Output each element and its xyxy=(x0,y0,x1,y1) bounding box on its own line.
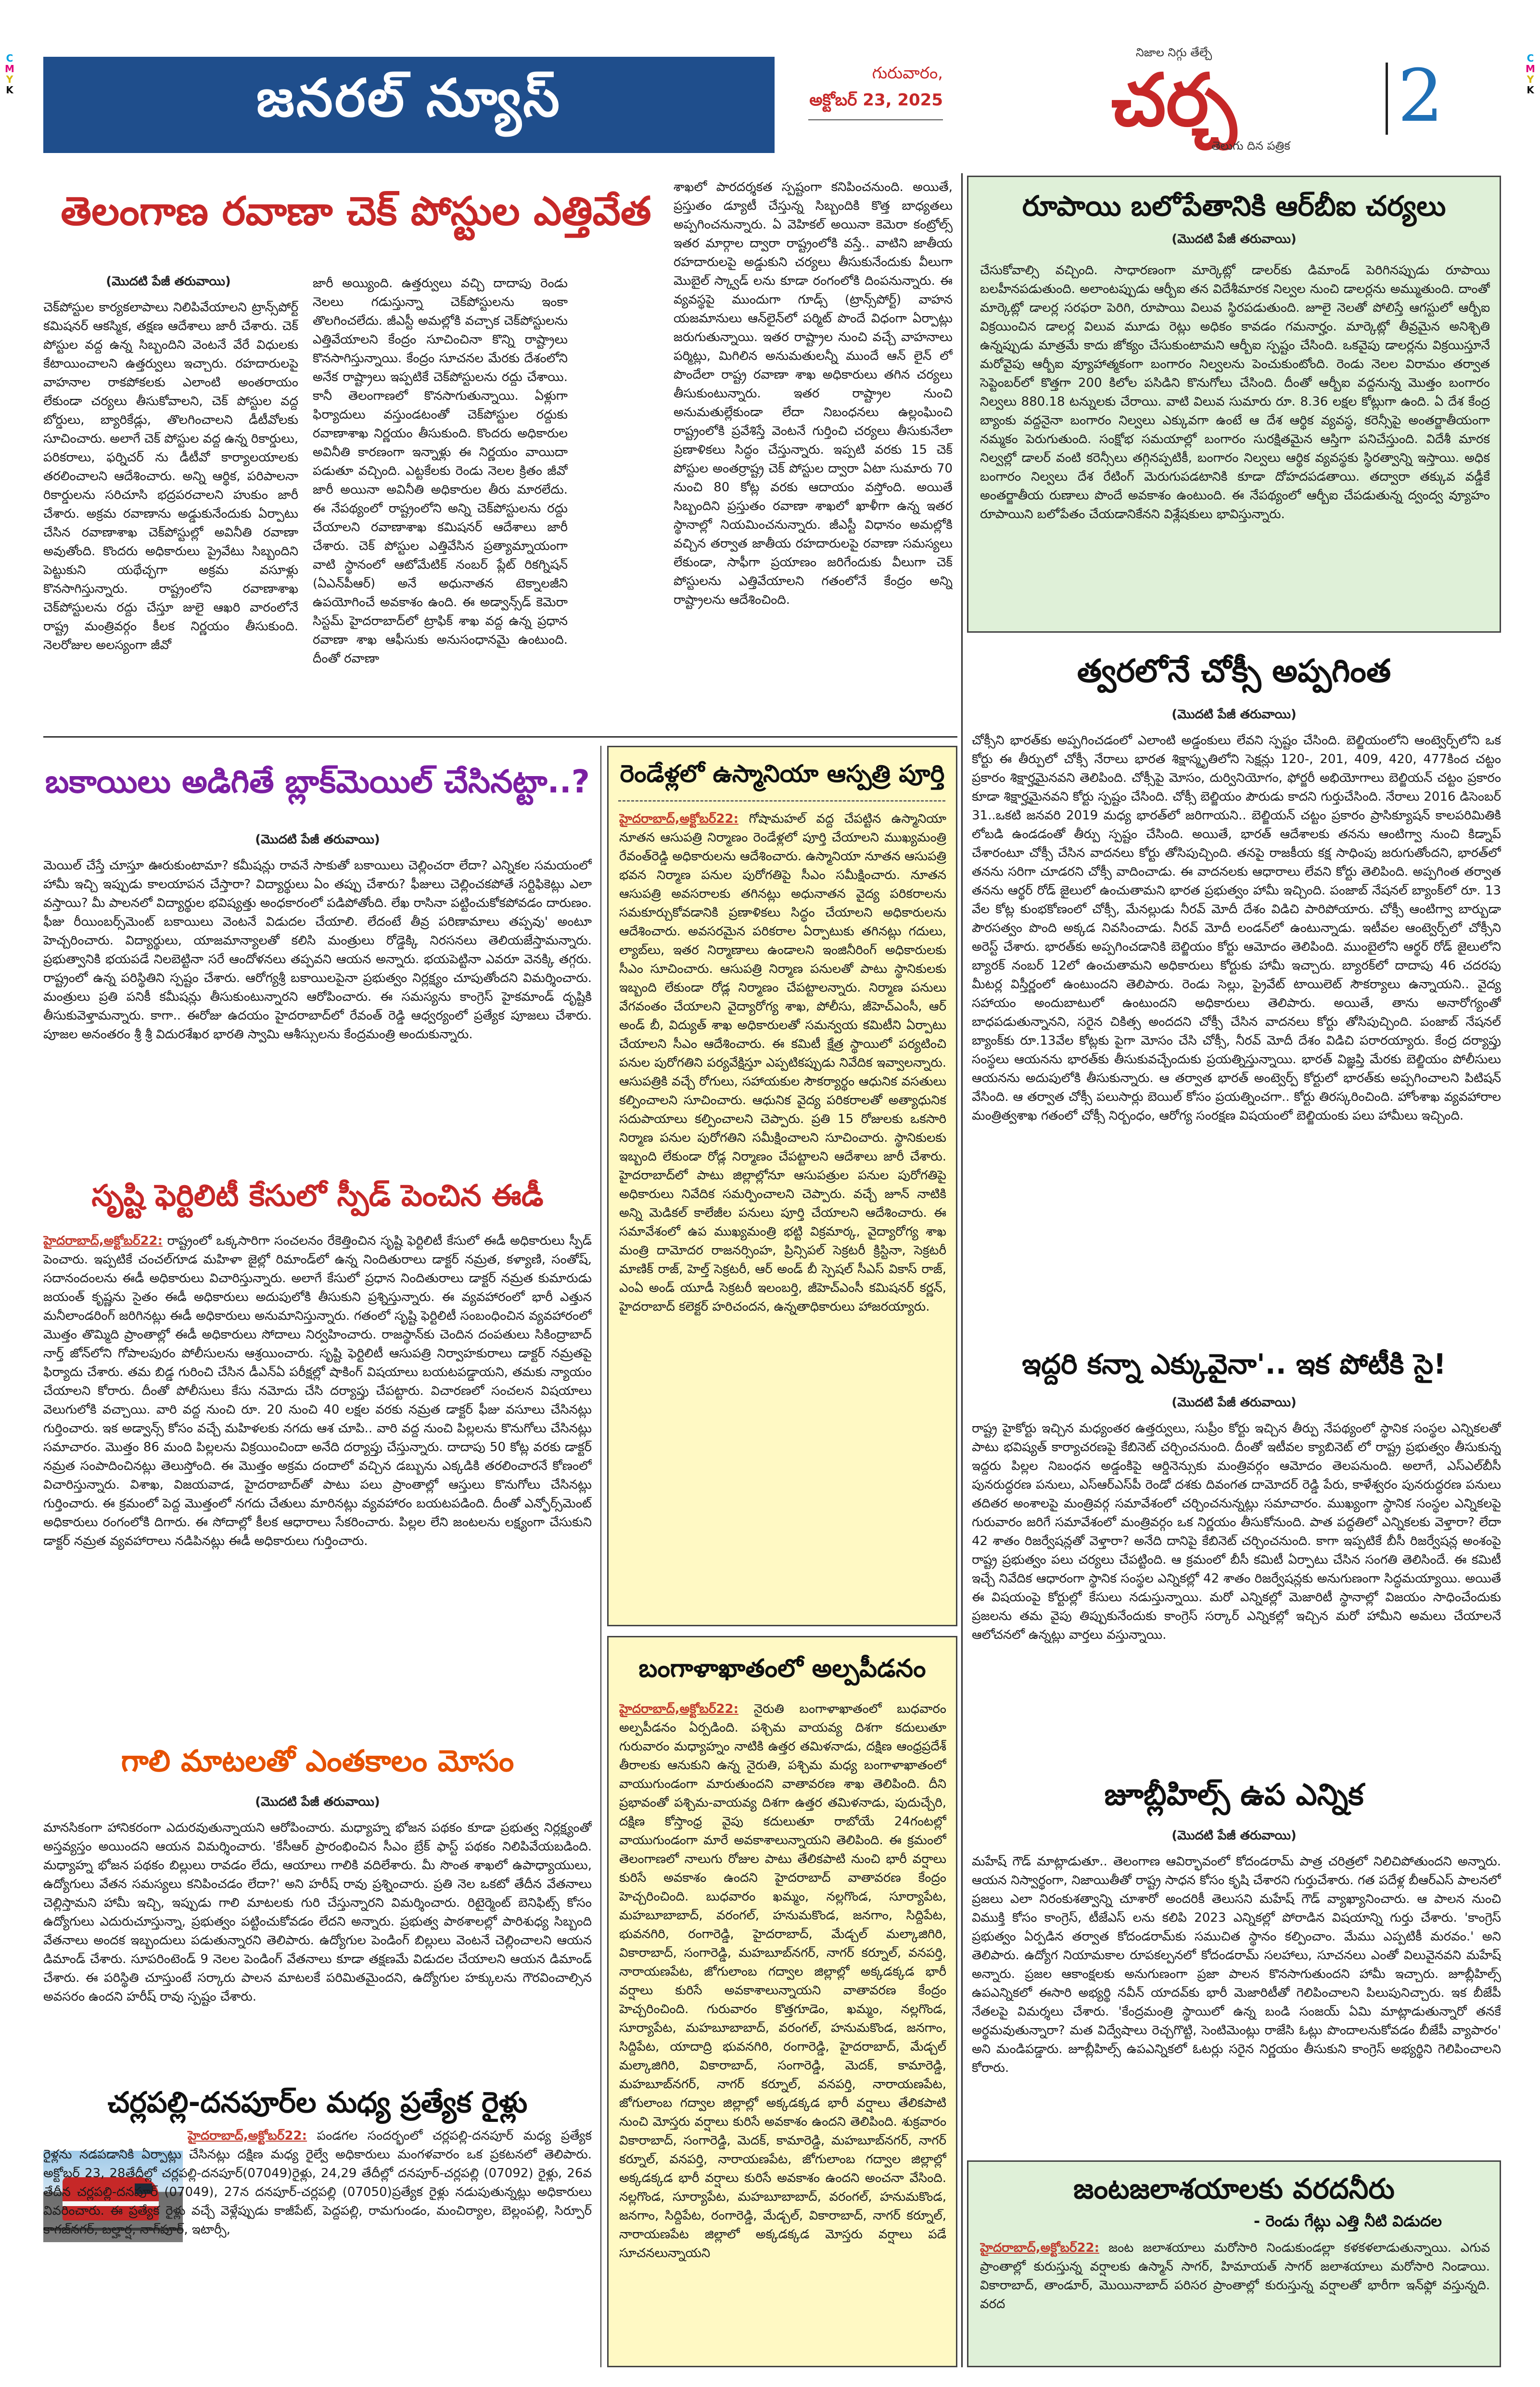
dateline: హైదరాబాద్,అక్టోబర్22: xyxy=(188,2129,307,2143)
column-rule-main xyxy=(961,173,963,2367)
headline-special-trains: చర్లపల్లి-దనపూర్‌ల మధ్య ప్రత్యేక రైళ్లు xyxy=(107,2086,528,2119)
cmyk-c: C xyxy=(1527,52,1534,64)
headline-gaali-maatalu: గాలి మాటలతో ఎంతకాలం మోసం xyxy=(121,1743,514,1778)
article-trains-text xyxy=(43,2127,592,2367)
article-check-posts-col2: జారీ అయ్యింది. ఉత్తర్వులు వచ్చి దాదాపు రెండు నెలలు గడుస్తున్నా చెక్‌పోస్టులను ఇంకా తొలగించలేదు. జీఎస్టీ అమల్లోకి వచ్చాక చెక్‌పోస్టులను ఎత్తివేయాలని కేంద్రం సూచించినా కొన్ని రాష్ట్రాలు కొనసాగిస్తున్నాయి. కేంద్రం సూచనల మేరకు దేశంలోని అనేక రాష్ట్రాలు ఇప్పటికే చెక్‌పోస్టులను రద్దు చేశాయి. కానీ తెలంగాణలో కొనసాగుతున్నాయి. ఏళ్లుగా ఫిర్యాదులు వస్తుండటంతో చెక్‌పోస్టుల రద్దుకు రవాణాశాఖ నిర్ణయం తీసుకుంది. కొందరు అధికారుల అవినీతి కారణంగా ఇన్నాళ్లు ఈ నిర్ణయం వాయిదా పడుతూ వచ్చింది. ఎట్టకేలకు రెండు నెలల క్రితం జీవో జారీ అయినా అవినీతి అధికారుల తీరు మారలేదు. ఈ నేపథ్యంలో రాష్ట్రంలోని అన్ని చెక్‌పోస్టులను రద్దు చేయాలని రవాణాశాఖ కమిషనర్ ఆదేశాలు జారీ చేశారు. చెక్ పోస్టుల ఎత్తివేసిన ప్రత్యామ్నాయంగా వాటి స్థానంలో ఆటోమేటిక్ నంబర్ ప్లేట్ రికగ్నిషన్ (ఏఎన్‌పీఆర్) అనే అధునాతన టెక్నాలజీని ఉపయోగించే అవకాశం ఉంది. ఈ అడ్వాన్స్‌డ్ కెమెరా సిస్టమ్ హైదరాబాద్‌లో ట్రాఫిక్ శాఖ వద్ద ఉన్న ప్రధాన రవాణా శాఖ ఆఫీసుకు అనుసంధానమై ఉంటుంది. దీంతో రవాణా xyxy=(313,276,568,666)
date-box xyxy=(779,53,943,140)
headline-srushti-fertility: సృష్టి ఫెర్టిలిటీ కేసులో స్పీడ్ పెంచిన ఈడీ xyxy=(91,1178,544,1213)
cmyk-k: K xyxy=(6,84,13,96)
section-banner xyxy=(43,57,775,153)
masthead-logo xyxy=(967,46,1381,156)
article-gaali-text: మానసికంగా హానికరంగా ఎదురవుతున్నాయని ఆరోపించారు. మధ్యాహ్న భోజన పథకం కూడా ప్రభుత్వ నిర్లక్ష్యంతో అస్తవ్యస్తం అయిందని ఆయన విమర్శించారు. 'కేసీఆర్ ప్రారంభించిన సీఎం బ్రేక్ ఫాస్ట్ పథకం నిలిపివేయబడింది. మధ్యాహ్న భోజన పథకం బిల్లులు రావడం లేదు, ఆయాలు గాలికి వదిలేశారు. మీ సొంత శాఖలో ఉపాధ్యాయులు, ఉద్యోగులు వేతన సమస్యలు కనిపించడం లేదా?' అని హరీష్ రావు ప్రశ్నించారు. ప్రతి నెల ఒకటో తేదీన వేతనాలు చెల్లిస్తామని హామీ ఇచ్చి, ఇప్పుడు గాలి మాటలకు గురి చేస్తున్నారని విమర్శించారు. రిటైర్మెంట్ బెనిఫిట్స్ కోసం ఉద్యోగులు ఎదురుచూస్తున్నా, ప్రభుత్వం పట్టించుకోవడం లేదని అన్నారు. ప్రభుత్వ పాఠశాలల్లో పారిశుధ్య సిబ్బంది వేతనాలు అందక ఇబ్బందులు పడుతున్నారని తెలిపారు. ఉద్యోగుల పెండింగ్ బిల్లులు వెంటనే చెల్లించాలని ఆయన డిమాండ్ చేశారు. సూపరింటెండ్ 9 నెలల పెండింగ్ వేతనాలు కూడా తక్షణమే విడుదల చేయాలని ఆయన డిమాండ్ చేశారు. ఈ పరిస్థితి చూస్తుంటే సర్కారు పాలన మాటలకే పరిమితమైందని, ఉద్యోగుల హక్కులను గౌరవించాల్సిన అవసరం ఉందని హరీష్ రావు స్పష్టం చేశారు. xyxy=(43,1821,592,2004)
article-low-pressure-text xyxy=(619,1700,946,2361)
osmania-box xyxy=(607,746,957,1626)
cmyk-mark-left xyxy=(3,53,16,95)
headline-low-pressure: బంగాళాఖాతంలో అల్పపీడనం xyxy=(638,1654,926,1683)
article-low-pressure-body: నైరుతి బంగాళాఖాతంలో బుధవారం అల్పపీడనం ఏర్పడింది. పశ్చిమ వాయవ్య దిశగా కదులుతూ గురువారం మధ్యాహ్నం నాటికి ఉత్తర తమిళనాడు, దక్షిణ ఆంధ్రప్రదేశ్ తీరాలకు ఆనుకుని ఉన్న నైరుతి, పశ్చిమ మధ్య బంగాళాఖాతంలో వాయుగుండంగా మారుతుందని వాతావరణ శాఖ తెలిపింది. దీని ప్రభావంతో పశ్చిమ-వాయవ్య దిశగా ఉత్తర తమిళనాడు, పుదుచ్చేరి, దక్షిణ కోస్తాంధ్ర వైపు కదులుతూ రాబోయే 24గంటల్లో వాయుగుండంగా మారే అవకాశాలున్నాయని తెలిపింది. ఈ క్రమంలో తెలంగాణలో నాలుగు రోజుల పాటు తేలికపాటి నుంచి భారీ వర్షాలు కురిసే అవకాశం ఉందని హైదరాబాద్ వాతావరణ కేంద్రం హెచ్చరించింది. బుధవారం ఖమ్మం, నల్లగొండ, సూర్యాపేట, మహబూబాబాద్, వరంగల్, హనుమకొండ, జనగాం, సిద్దిపేట, భువనగిరి, రంగారెడ్డి, హైదరాబాద్, మేడ్చల్ మల్కాజిగిరి, వికారాబాద్, సంగారెడ్డి, మహబూబ్‌నగర్, నాగర్ కర్నూల్, వనపర్తి, నారాయణపేట, జోగులాంబ గద్వాల జిల్లాల్లో అక్కడక్కడ భారీ వర్షాలు కురిసే అవకాశాలున్నాయని వాతావరణ కేంద్రం హెచ్చరించింది. గురువారం కొత్తగూడెం, ఖమ్మం, నల్లగొండ, సూర్యాపేట, మహబూబాబాద్, వరంగల్, హనుమకొండ, జనగాం, సిద్దిపేట, యాదాద్రి భువనగిరి, రంగారెడ్డి, హైదరాబాద్, మేడ్చల్ మల్కాజిగిరి, వికారాబాద్, సంగారెడ్డి, మెదక్, కామారెడ్డి, మహబూబ్‌నగర్, నాగర్ కర్నూల్, వనపర్తి, నారాయణపేట, జోగులాంబ గద్వాల జిల్లాల్లో అక్కడక్కడ భారీ వర్షాలు తేలికపాటి నుంచి మోస్తరు వర్షాలు కురిసే అవకాశం ఉందని తెలిపింది. శుక్రవారం వికారాబాద్, సంగారెడ్డి, మెదక్, కామారెడ్డి, మహబూబ్‌నగర్, నాగర్ కర్నూల్, వనపర్తి, నారాయణపేట, జోగులాంబ గద్వాల జిల్లాల్లో అక్కడక్కడ భారీ వర్షాలు కురిసే అవకాశం ఉందని అంచనా వేసింది. నల్లగొండ, సూర్యాపేట, మహబూబాబాద్, వరంగల్, హనుమకొండ, జనగాం, సిద్దిపేట, రంగారెడ్డి, మేడ్చల్, వికారాబాద్, నాగర్ కర్నూల్, నారాయణపేట జిల్లాలో అక్కడక్కడ మోస్తరు వర్షాలు పడే సూచనలున్నాయని xyxy=(619,1702,946,2260)
dateline: హైదరాబాద్,అక్టోబర్22: xyxy=(980,2241,1100,2255)
dashed-underline xyxy=(618,800,945,802)
logo-wordmark: చర్చ xyxy=(1111,59,1237,142)
headline-jubilee-hills: జూబ్లీహిల్స్ ఉప ఎన్నిక xyxy=(1104,1777,1364,1812)
rbi-box xyxy=(967,176,1501,633)
continued-label: (మొదటి పేజీ తరువాయి) xyxy=(106,274,231,289)
cmyk-k: K xyxy=(1527,84,1534,96)
cmyk-m: M xyxy=(5,63,14,75)
cmyk-c: C xyxy=(6,52,13,64)
article-reservoirs-body: జంట జలాశయాలు మరోసారి నిండుకుండల్లా కళకళలాడుతున్నాయి. ఎగువ ప్రాంతాల్లో కురుస్తున్న వర్షాలకు ఉస్మాన్ సాగర్, హిమాయత్ సాగర్ జలాశయాలు మరోసారి నిండాయి. వికారాబాద్, తాండూర్, మొయినాబాద్ పరిసర ప్రాంతాల్లో కురుస్తున్న వర్షాలతో భారీగా ఇన్‌ఫ్లో వస్తున్నది. వరద xyxy=(980,2241,1490,2311)
issue-date: అక్టోబర్ 23, 2025 xyxy=(809,90,943,110)
logo-tagline: నిజాల నిగ్గు తేల్చే xyxy=(1135,46,1212,59)
dateline: హైదరాబాద్,అక్టోబర్22: xyxy=(619,1702,739,1716)
article-rbi-text: చేసుకోవాల్సి వచ్చింది. సాధారణంగా మార్కెట్లో డాలర్‌కు డిమాండ్ పెరిగినప్పుడు రూపాయి బలహీనపడుతుంది. అలాంటప్పుడు ఆర్బీఐ తన విదేశీమారక నిల్వల నుంచి డాలర్లను అమ్ముతుంది. దాంతో మార్కెట్లో డాలర్ల సరఫరా పెరిగి, రూపాయి విలువ స్థిరపడుతుంది. జూలై నెలతో పోలిస్తే ఆగస్టులో ఆర్బీఐ విక్రయించిన డాలర్ల విలువ మూడు రెట్లు అధికం కావడం గమనార్హం. మార్కెట్లో తీవ్రమైన అనిశ్చితి ఉన్నప్పుడు మాత్రమే కాదు జోక్యం చేసుకుంటామని ఆర్బీఐ స్పష్టం చేసింది. ఒకవైపు డాలర్లను విక్రయిస్తూనే మరోవైపు ఆర్బీఐ వ్యూహాత్మకంగా బంగారం నిల్వలను పెంచుకుంటోంది. రెండు నెలల విరామం తర్వాత సెప్టెంబర్‌లో కొత్తగా 200 కిలోల పసిడిని కొనుగోలు చేసింది. దీంతో ఆర్బీఐ వద్దనున్న మొత్తం బంగారం నిల్వలు 880.18 టన్నులకు చేరాయి. వాటి విలువ సుమారు రూ. 8.36 లక్షల కోట్లుగా ఉంది. ఏ దేశ కేంద్ర బ్యాంకు వద్దనైనా బంగారం నిల్వలు ఎక్కువగా ఉంటే ఆ దేశ ఆర్థిక వ్యవస్థ, కరెన్సీపై అంతర్జాతీయంగా నమ్మకం పెరుగుతుంది. సంక్షోభ సమయాల్లో బంగారం సురక్షితమైన ఆస్తిగా పనిచేస్తుంది. విదేశీ మారక నిల్వల్లో డాలర్ వంటి కరెన్సీలు తగ్గినప్పటికీ, బంగారం నిల్వలు ఆర్థిక వ్యవస్థకు స్థిరత్వాన్ని ఇస్తాయి. అధిక బంగారం నిల్వలు దేశ రేటింగ్ మెరుగుపడటానికి కూడా దోహదపడతాయి. తద్వారా తక్కువ వడ్డీకే అంతర్జాతీయ రుణాలు పొందే అవకాశం ఉంటుంది. ఈ నేపథ్యంలో ఆర్బీఐ చేపడుతున్న ద్వంద్వ వ్యూహం రూపాయిని బలోపేతం చేయడానికేనని విశ్లేషకులు భావిస్తున్నారు. xyxy=(980,263,1490,522)
issue-day: గురువారం, xyxy=(872,64,943,83)
headline-reservoirs: జంటజలాశయాలకు వరదనీరు xyxy=(1073,2172,1395,2205)
article-osmania-text xyxy=(619,810,946,1618)
cmyk-m: M xyxy=(1526,63,1535,75)
article-trains-body: పండగల సందర్భంలో చర్లపల్లి-దనపూర్ మధ్య ప్రత్యేక రైళ్లను నడపడానికి ఏర్పాట్లు చేసినట్లు దక్షిణ మధ్య రైల్వే అధికారులు మంగళవారం ఒక ప్రకటనలో తెలిపారు. అక్టోబర్ 23, 28తేదీల్లో చర్లపల్లి-దనపూర్(07049)రైళ్లు, 24,29 తేదీల్లో దనపూర్-చర్లపల్లి (07092) రైళ్లు, 26వ తేదీన చర్లపల్లి-దనపూర్ (07049), 27న దనపూర్-చర్లపల్లి (07050)ప్రత్యేక రైళ్లు నడుపుతున్నట్లు అధికారులు వివరించారు. ఈ ప్రత్యేక రైళ్లు వచ్చే వెళ్లేప్పుడు కాజీపేట్, పెద్దపల్లి, రామగుండం, మంచిర్యాల, బెల్లంపల్లి, సిర్పూర్ కాగజ్‌నగర్, బల్హార్ష, నాగ్‌పూర్, ఇటార్సీ, xyxy=(43,2129,592,2237)
continued-label: (మొదటి పేజీ తరువాయి) xyxy=(1171,707,1297,722)
headline-two-children: ఇద్దరి కన్నా ఎక్కువైనా'.. ఇక పోటీకి సై! xyxy=(1022,1348,1446,1380)
continued-label: (మొదటి పేజీ తరువాయి) xyxy=(255,1795,380,1809)
article-osmania-body: గోషామహల్ వద్ద చేపట్టిన ఉస్మానియా నూతన ఆసుపత్రి నిర్మాణం రెండేళ్లలో పూర్తి చేయాలని ముఖ్యమంత్రి రేవంత్‌రెడ్డి అధికారులను ఆదేశించారు. ఉస్మానియా నూతన ఆసుపత్రి భవన నిర్మాణ పనుల పురోగతిపై సీఎం సమీక్షించారు. నూతన ఆసుపత్రి అవసరాలకు తగినట్లు అధునాతన వైద్య పరికరాలను సమకూర్చుకోవడానికి ప్రణాళికలు సిద్ధం చేయాలని అధికారులను ఆదేశించారు. అవసరమైన పరికరాల ఏర్పాటుకు తగినట్లు గదులు, ల్యాబ్‌లు, ఇతర నిర్మాణాలు ఉండాలని ఇంజినీరింగ్ అధికారులకు సీఎం సూచించారు. ఆసుపత్రి నిర్మాణ పనులతో పాటు స్థానికులకు ఇబ్బంది లేకుండా రోడ్ల నిర్మాణం చేపట్టాలన్నారు. నిర్మాణ పనులు వేగవంతం చేయాలని వైద్యారోగ్య శాఖ, పోలీసు, జీహెచ్ఎంసీ, ఆర్ అండ్ బీ, విద్యుత్ శాఖ అధికారులతో సమన్వయ కమిటీని ఏర్పాటు చేయాలని సీఎం ఆదేశించారు. ఈ కమిటీ క్షేత్ర స్థాయిలో పర్యటించి పనుల పురోగతిని పర్యవేక్షిస్తూ ఎప్పటికప్పుడు నివేదిక ఇవ్వాలన్నారు. ఆసుపత్రికి వచ్చే రోగులు, సహాయకుల సౌకర్యార్థం ఆధునిక వసతులు కల్పించాలని సూచించారు. ఆధునిక వైద్య పరికరాలతో అత్యాధునిక సదుపాయాలు కల్పించాలని చెప్పారు. ప్రతి 15 రోజులకు ఒకసారి నిర్మాణ పనుల పురోగతిని సమీక్షించాలని సూచించారు. స్థానికులకు ఇబ్బంది లేకుండా రోడ్ల నిర్మాణం చేపట్టాలని ఆదేశాలు జారీ చేశారు. హైదరాబాద్‌లో పాటు జిల్లాల్లోనూ ఆసుపత్రుల పనుల పురోగతిపై అధికారులు నివేదిక సమర్పించాలని చెప్పారు. వచ్చే జూన్ నాటికి అన్ని మెడికల్ కాలేజీల పనులు పూర్తి చేయాలని ఆదేశించారు. ఈ సమావేశంలో ఉప ముఖ్యమంత్రి భట్టి విక్రమార్క, వైద్యారోగ్య శాఖ మంత్రి దామోదర రాజనర్సింహ, ప్రిన్సిపల్ సెక్రటరీ క్రిస్టినా, సెక్రటరీ మాణిక్ రాజ్, హెల్త్ సెక్రటరీ, ఆర్ అండ్ బీ స్పెషల్ సీఎస్ వికాస్ రాజ్, ఎంఏ అండ్ యూడీ సెక్రటరీ ఇలంబర్తి, జీహెచ్ఎంసీ కమిషనర్ కర్ణన్, హైదరాబాద్ కలెక్టర్ హరిచందన, ఉన్నతాధికారులు హాజరయ్యారు. xyxy=(619,812,946,1314)
section-title: జనరల్ న్యూస్ xyxy=(256,68,562,128)
headline-blackmail: బకాయిలు అడిగితే బ్లాక్‌మెయిల్ చేసినట్టా..? xyxy=(45,763,590,800)
cmyk-y: Y xyxy=(6,74,13,85)
headline-check-posts: తెలంగాణ రవాణా చెక్ పోస్టుల ఎత్తివేత xyxy=(61,189,651,234)
date-underline xyxy=(808,119,943,120)
continued-label: (మొదటి పేజీ తరువాయి) xyxy=(1171,1395,1297,1410)
article-jubilee-text: మహేష్ గౌడ్ మాట్లాడుతూ.. తెలంగాణ ఆవిర్భావంలో కోదండరామ్ పాత్ర చరిత్రలో నిలిచిపోతుందని అన్నారు. ఆయన నిస్వార్థంగా, నిజాయితీతో రాష్ట్ర సాధన కోసం కృషి చేశారని గుర్తుచేశారు. గత పదేళ్ల బీఆర్ఎస్ పాలనలో ప్రజలు ఎలా నిరంకుశత్వాన్ని చూశారో అందరికీ తెలుసని మహేష్ గౌడ్ వ్యాఖ్యానించారు. ఆ పాలన నుంచి విముక్తి కోసం కాంగ్రెస్, టీజేఎస్ లను కలిపి 2023 ఎన్నికల్లో పోరాడిన విషయాన్ని గుర్తు చేశారు. 'కాంగ్రెస్ ప్రభుత్వం ఏర్పడిన తర్వాత కోదండరామ్‌కు సముచిత స్థానం కల్పించాం. మేము ఎప్పటికీ మరవం.' అని తెలిపారు. ఉద్యోగ నియామకాల రూపకల్పనలో కోదండరామ్ సలహాలు, సూచనలు ఎంతో విలువైనవని మహేష్ అన్నారు. ప్రజల ఆకాంక్షలకు అనుగుణంగా ప్రజా పాలన కొనసాగుతుందని హామీ ఇచ్చారు. జూబ్లీహిల్స్ ఉపఎన్నికలో ఈసారి అభ్యర్థి నవీన్ యాదవ్‌కు భారీ మెజారిటీతో గెలిపించాలని పిలుపునిచ్చారు. ఇక బీజేపీ నేతలపై విమర్శలు చేశారు. 'కేంద్రమంత్రి స్థాయిలో ఉన్న బండి సంజయ్ ఏమి మాట్లాడుతున్నారో తనకే అర్థమవుతున్నారా? మత విద్వేషాలు రెచ్చగొట్టి, సెంటిమెంట్లు రాజేసి ఓట్లు పొందాలనుకోవడం బీజేపీ వ్యాపారం' అని మండిపడ్డారు. జూబ్లీహిల్స్ ఉపఎన్నికలో ఓటర్లు సరైన నిర్ణయం తీసుకుని కాంగ్రెస్ అభ్యర్థిని గెలిపించాలని కోరారు. xyxy=(972,1854,1501,2075)
reservoirs-box xyxy=(967,2160,1501,2367)
reservoirs-subtitle: - రెండు గేట్లు ఎత్తి నీటి విడుదల xyxy=(1253,2212,1442,2230)
cmyk-mark-right xyxy=(1524,53,1537,95)
article-choksi-text: చోక్సీని భారత్‌కు అప్పగించడంలో ఎలాంటి అడ్డంకులు లేవని స్పష్టం చేసింది. బెల్జియంలోని ఆంట్వెర్ప్‌లోని ఒక కోర్టు ఈ తీర్పులో చోక్సీ నేరాలు భారత శిక్షాస్మృతిలోని సెక్షన్లు 120-, 201, 409, 420, 477కింద చట్టం ప్రకారం శిక్షార్హమైనవని తెలిపింది. చోక్సీపై మోసం, దుర్వినియోగం, ఫోర్జరీ అభియోగాలు బెల్జియన్ చట్టం ప్రకారం కూడా శిక్షార్హమైనవని కోర్టు స్పష్టం చేసింది. చోక్సీ బెల్జియం పౌరుడు కాదని గుర్తుచేసింది. నేరాలు 2016 డిసెంబర్ 31..ఒకటి జనవరి 2019 మధ్య భారత్‌లో జరిగాయని.. బెల్జియన్ చట్టం ప్రకారం ప్రాసిక్యూషన్ కాలపరిమితికి లోబడి ఉండడంతో తీర్పు స్పష్టం చేసింది. అయితే, భారత్ ఆదేశాలకు తనను ఆంటిగ్వా నుంచి కిడ్నాప్ చేశారంటూ చోక్సీ చేసిన వాదనలు కోర్టు తోసిపుచ్చింది. తనపై రాజకీయ కక్ష సాధింపు జరుగుతోందని, భారత్‌లో తనను సరిగా చూడరని చోక్సీ వాదించాడు. ఈ వాదనలకు ఆధారాలు లేవని కోర్టు తెలిపింది. అప్పగింత తర్వాత తనను ఆర్థర్ రోడ్ జైలులో ఉంచుతామని భారత ప్రభుత్వం హామీ ఇచ్చింది. పంజాబ్ నేషనల్ బ్యాంక్‌లో రూ. 13 వేల కోట్ల కుంభకోణంలో చోక్సీ, మేనల్లుడు నీరవ్ మోదీ దేశం విడిచి పారిపోయారు. చోక్సీ ఆంటిగ్వా బార్బుడా పౌరసత్వం పొంది అక్కడ నివసించాడు. నీరవ్ మోదీ లండన్‌లో ఉంటున్నాడు. ఇటీవల ఆంట్వెర్ప్‌లో చోక్సీని అరెస్ట్ చేశారు. భారత్‌కు అప్పగించడానికి బెల్జియం కోర్టు ఆమోదం తెలిపింది. ముంబైలోని ఆర్థర్ రోడ్ జైలులోని బ్యారక్ నంబర్ 12లో ఉంచుతామని అధికారులు కోర్టుకు హామీ ఇచ్చారు. బ్యారక్‌లో దాదాపు 46 చదరపు మీటర్ల విస్తీర్ణంలో ఉంటుందని తెలిపారు. రెండు సెల్లు, ప్రైవేట్ టాయిలెట్ సౌకర్యాలు ఉన్నాయని.. వైద్య సహాయం అందుబాటులో ఉంటుందని అధికారులు తెలిపారు. అయితే, తాను అనారోగ్యంతో బాధపడుతున్నానని, సరైన చికిత్స అందదని చోక్సీ చేసిన వాదనలు కోర్టు తోసిపుచ్చింది. పంజాబ్ నేషనల్ బ్యాంక్‌కు రూ.13వేల కోట్లకు పైగా మోసం చేసి చోక్సీ, నీరవ్ మోదీ దేశం విడిచి పరారయ్యారు. కేంద్ర దర్యాప్తు సంస్థలు ఆయనను భారత్‌కు తీసుకువచ్చేందుకు ప్రయత్నిస్తున్నాయి. భారత్ విజ్ఞప్తి మేరకు బెల్జియం పోలీసులు ఆయనను అదుపులోకి తీసుకున్నారు. ఆ తర్వాత భారత్ అంట్వెర్ప్ కోర్టులో భారత్‌కు అప్పగించాలని పిటిషన్ వేసింది. ఆ తర్వాత చోక్సీ పలుసార్లు బెయిల్ కోసం ప్రయత్నించగా.. కోర్టు తిరస్కరించింది. హోంశాఖ వ్యవహారాల మంత్రిత్వశాఖ గతంలో చోక్సీ నిర్బంధం, ఆరోగ్య సంరక్షణ విషయంలో బెల్జియంకు పలు హామీలు ఇచ్చింది. xyxy=(972,733,1501,1123)
page-number-divider xyxy=(1386,63,1388,135)
dateline: హైదరాబాద్,అక్టోబర్22: xyxy=(43,1234,163,1248)
headline-choksi: త్వరలోనే చోక్సీ అప్పగింత xyxy=(1077,652,1391,689)
continued-label: (మొదటి పేజీ తరువాయి) xyxy=(1171,232,1297,246)
article-reservoirs-text xyxy=(980,2239,1490,2361)
continued-label: (మొదటి పేజీ తరువాయి) xyxy=(1171,1828,1297,1843)
page-number: 2 xyxy=(1398,54,1444,138)
logo-subtitle: తెలుగు దిన పత్రిక xyxy=(1211,139,1290,153)
headline-rbi-rupee: రూపాయి బలోపేతానికి ఆర్‌బీఐ చర్యలు xyxy=(1022,190,1446,222)
article-check-posts-col3: శాఖలో పారదర్శకత స్పష్టంగా కనిపించనుంది. అయితే, ప్రస్తుతం డ్యూటీ చేస్తున్న సిబ్బందికి కొత్త బాధ్యతలు అప్పగించనున్నారు. ఏ వెహికల్ అయినా కెమెరా కంట్రోల్స్ ఇతర మార్గాల ద్వారా రాష్ట్రంలోకి వస్తే.. వాటిని జాతీయ రహదారులపై అడ్డుకుని చర్యలు తీసుకునేందుకు వీలుగా మొబైల్ స్క్వాడ్ లను కూడా రంగంలోకి దింపనున్నారు. ఈ వ్యవస్థపై ముందుగా గూడ్స్ (ట్రాన్స్‌పోర్ట్) వాహన యజమానులు ఆన్‌లైన్‌లో పర్మిట్ పొందే విధంగా ఏర్పాట్లు జరుగుతున్నాయి. ఇతర రాష్ట్రాల నుంచి వచ్చే వాహనాలు పర్మిట్లు, మిగిలిన అనుమతులన్నీ ముందే ఆన్ లైన్ లో పొందేలా రాష్ట్ర రవాణా శాఖ అధికారులు తగిన చర్యలు తీసుకుంటున్నారు. ఇతర రాష్ట్రాల నుంచి అనుమతుల్లేకుండా లేదా నిబంధనలు ఉల్లంఘించి రాష్ట్రంలోకి ప్రవేశిస్తే వెంటనే గుర్తించి చర్యలు తీసుకునేలా ప్రణాళికలు సిద్ధం చేస్తున్నారు. ఇప్పటి వరకు 15 చెక్ పోస్టుల అంతర్రాష్ట్ర చెక్ పోస్టుల ద్వారా ఏటా సుమారు 70 నుంచి 80 కోట్ల వరకు ఆదాయం వస్తోంది. అయితే సిబ్బందిని ప్రస్తుతం రవాణా శాఖలో ఖాళీగా ఉన్న ఇతర స్థానాల్లో నియమించనున్నారు. జీఎస్టీ విధానం అమల్లోకి వచ్చిన తర్వాత జాతీయ రహదారులపై రవాణా సమస్యలు లేకుండా, సాఫీగా ప్రయాణం జరిగేందుకు వీలుగా చెక్ పోస్టులను ఎత్తివేయాలని గతంలోనే కేంద్రం అన్ని రాష్ట్రాలను ఆదేశించింది. xyxy=(674,180,953,607)
article-two-children-text: రాష్ట్ర హైకోర్టు ఇచ్చిన మధ్యంతర ఉత్తర్వులు, సుప్రీం కోర్టు ఇచ్చిన తీర్పు నేపథ్యంలో స్థానిక సంస్థల ఎన్నికలతో పాటు భవిష్యత్ కార్యాచరణపై కేబినెట్ చర్చించనుంది. దీంతో ఇటీవల క్యాబినెట్ లో రాష్ట్ర ప్రభుత్వం తీసుకున్న ఇద్దరు పిల్లల నిబంధన అడ్డంకిపై ఆర్డినెన్సుకు మంత్రివర్గం ఆమోదం తెలపనుంది. అలాగే, ఎస్ఎల్‌బీసీ పునరుద్ధరణ పనులు, ఎస్‌ఆర్ఎస్‌పీ రెండో దశకు దివంగత దామోదర్ రెడ్డి పేరు, కాళేశ్వరం పునరుద్ధరణ పనులు తదితర అంశాలపై మంత్రివర్గ సమావేశంలో చర్చించనున్నట్లు సమాచారం. ముఖ్యంగా స్థానిక సంస్థల ఎన్నికలపై గురువారం జరిగే సమావేశంలో మంత్రివర్గం ఒక నిర్ణయం తీసుకోనుంది. పాత పద్ధతిలో ఎన్నికలకు వెళ్తారా? లేదా 42 శాతం రిజర్వేషన్లతో వెళ్తారా? అనేది దానిపై కేబినెట్ చర్చించనుంది. కాగా ఇప్పటికే బీసీ రిజర్వేషన్ల అంశంపై రాష్ట్ర ప్రభుత్వం పలు చర్యలు చేపట్టింది. ఆ క్రమంలో బీసీ కమిటీ ఏర్పాటు చేసిన సంగతి తెలిసిందే. ఈ కమిటీ ఇచ్చే నివేదిక ఆధారంగా స్థానిక సంస్థల ఎన్నికల్లో 42 శాతం రిజర్వేషన్లకు అనుగుణంగా సిద్ధమయ్యాయి. అయితే ఈ విషయంపై కోర్టుల్లో కేసులు నడుస్తున్నాయి. మరో ఎన్నికల్లో మెజారిటీ స్థానాల్లో విజయం సాధించేందుకు ప్రజలను తమ వైపు తిప్పుకునేందుకు కాంగ్రెస్ సర్కార్ ఎన్నికల్లో ఇచ్చిన మరో హామీని అమలు చేయాలనే ఆలోచనలో ఉన్నట్లు వార్తలు వస్తున్నాయి. xyxy=(972,1421,1501,1642)
article-srushti-text xyxy=(43,1232,592,1730)
headline-osmania: రెండేళ్లలో ఉస్మానియా ఆస్పత్రి పూర్తి xyxy=(620,760,945,788)
cmyk-y: Y xyxy=(1527,74,1534,85)
dateline: హైదరాబాద్,అక్టోబర్22: xyxy=(619,812,739,826)
divider-top-left xyxy=(43,736,957,738)
low-pressure-box xyxy=(607,1636,957,2367)
continued-label: (మొదటి పేజీ తరువాయి) xyxy=(255,832,380,847)
column-rule-left xyxy=(600,746,601,2367)
article-srushti-body: రాష్ట్రంలో ఒక్కసారిగా సంచలనం రేకెత్తించిన సృష్టి ఫెర్టిలిటీ కేసులో ఈడీ అధికారులు స్పీడ్ పెంచారు. ఇప్పటికే చంచల్‌గూడ మహిళా జైల్లో రిమాండ్‌లో ఉన్న నిందితురాలు డాక్టర్ నమ్రత, కళ్యాణి, సంతోష్, సదానందంలను ఈడీ అధికారులు విచారిస్తున్నారు. అలాగే కేసులో ప్రధాన నిందితురాలు డాక్టర్ నమ్రత కుమారుడు జయంత్ కృష్ణను సైతం ఈడీ అధికారులు అదుపులోకి తీసుకుని ప్రశ్నిస్తున్నారు. ఈ వ్యవహారంలో భారీ ఎత్తున మనీలాండరింగ్ జరిగినట్లు ఈడీ అధికారులు అనుమానిస్తున్నారు. గతంలో సృష్టి ఫెర్టిలిటీ సంబంధించిన వ్యవహారంలో మొత్తం తొమ్మిది ప్రాంతాల్లో ఈడీ అధికారులు సోదాలు నిర్వహించారు. రాజస్థాన్‌కు చెందిన దంపతులు సికింద్రాబాద్ నార్త్ జోన్‌లోని గోపాలపురం పోలీసులను ఆశ్రయించారు. సృష్టి ఫెర్టిలిటీ ఆసుపత్రి నిర్వాహకురాలు డాక్టర్ నమ్రతపై ఫిర్యాదు చేశారు. తమ బిడ్డ గురించి చేసిన డీఎన్ఏ పరీక్షల్లో షాకింగ్ విషయాలు బయటపడ్డాయని, తమకు న్యాయం చేయాలని కోరారు. దీంతో పోలీసులు కేసు నమోదు చేసి దర్యాప్తు చేపట్టారు. విచారణలో సంచలన విషయాలు వెలుగులోకి వచ్చాయి. వారి వద్ద నుంచి రూ. 20 నుంచి 40 లక్షల వరకు నమ్రత డాక్టర్ ఫీజు వసూలు చేసినట్లు గుర్తించారు. ఇక అడ్వాన్స్ కోసం వచ్చే మహిళలకు నగదు ఆశ చూపి.. వారి వద్ద నుంచి పిల్లలను కొనుగోలు చేసినట్లు సమాచారం. మొత్తం 86 మంది పిల్లలను విక్రయించిందా అనేది దర్యాప్తు చేస్తున్నారు. దాదాపు 50 కోట్ల వరకు డాక్టర్ నమ్రత సంపాదించినట్లు తెలుస్తోంది. ఈ మొత్తం అక్రమ దందాలో వచ్చిన డబ్బును ఎక్కడికి తరలించారనే కోణంలో విచారిస్తున్నారు. విశాఖ, విజయవాడ, హైదరాబాద్‌తో పాటు పలు ప్రాంతాల్లో ఆస్తులు కొనుగోలు చేసినట్లు గుర్తించారు. ఈ క్రమంలో పెద్ద మొత్తంలో నగదు చేతులు మారినట్లు వ్యవహారం బయటపడింది. దీంతో ఎన్ఫోర్స్‌మెంట్ అధికారులు రంగంలోకి దిగారు. ఈ సోదాల్లో కీలక ఆధారాలు సేకరించారు. పిల్లల లేని జంటలను లక్ష్యంగా చేసుకుని డాక్టర్ నమ్రత వ్యవహారాలు నడిపినట్లు ఈడీ అధికారులు గుర్తించారు. xyxy=(43,1234,592,1548)
article-check-posts-col1: చెక్‌పోస్టుల కార్యకలాపాలు నిలిపివేయాలని ట్రాన్స్‌పోర్ట్ కమిషనర్ ఆకస్మిక, తక్షణ ఆదేశాలు జారీ చేశారు. చెక్ పోస్టుల వద్ద ఉన్న సిబ్బందిని వెంటనే వేరే విధులకు కేటాయించాలని ఉత్తర్వులు ఇచ్చారు. రహదారులపై వాహనాల రాకపోకలకు ఎలాంటి అంతరాయం లేకుండా చర్యలు తీసుకోవాలని, చెక్ పోస్టుల వద్ద బోర్డులు, బ్యారికేడ్లు, తొలగించాలని డీటీవోలకు సూచించారు. అలాగే చెక్ పోస్టుల వద్ద ఉన్న రికార్డులు, పరికరాలు, ఫర్నిచర్ ను డీటీవో కార్యాలయాలకు తరలించాలని ఆదేశించారు. అన్ని ఆర్థిక, పరిపాలనా రికార్డులను సరిచూసి భద్రపరచాలని హుకుం జారీ చేశారు. అక్రమ రవాణాను అడ్డుకునేందుకు ఏర్పాటు చేసిన రవాణాశాఖ చెక్‌పోస్టుల్లో అవినీతి రవాణా అవుతోంది. కొందరు అధికారులు ప్రైవేటు సిబ్బందిని పెట్టుకుని యథేచ్ఛగా అక్రమ వసూళ్లు కొనసాగిస్తున్నారు. రాష్ట్రంలోని రవాణాశాఖ చెక్‌పోస్టులను రద్దు చేస్తూ జులై ఆఖరి వారంలోనే రాష్ట్ర మంత్రివర్గం కీలక నిర్ణయం తీసుకుంది. నెలరోజుల అలస్యంగా జీవో xyxy=(43,300,298,652)
article-blackmail-text: మెయిల్ చేస్తే చూస్తూ ఊరుకుంటామా? కమీషన్లు రావనే సాకుతో బకాయిలు చెల్లించరా లేదా? ఎన్నికల సమయంలో హామీ ఇచ్చి ఇప్పుడు కాలయాపన చేస్తారా? విద్యార్థులు ఏం తప్పు చేశారు? ఫీజులు చెల్లించకపోతే సర్టిఫికెట్లు ఎలా వస్తాయి? మీ పాలనలో విద్యార్థుల భవిష్యత్తు అంధకారంలో పడిపోతోంది. లేఖ రాసినా పట్టించుకోకపోవడం దారుణం. ఫీజు రీయింబర్స్‌మెంట్ బకాయిలు వెంటనే విడుదల చేయాలి. లేదంటే తీవ్ర పరిణామాలు తప్పవు' అంటూ హెచ్చరించారు. విద్యార్థులు, యాజమాన్యాలతో కలిసి మంత్రులు రోడ్డెక్కి నిరసనలు తెలియజేస్తామన్నారు. ప్రభుత్వానికి భయపడే నిలబెట్టినా సరే ఆందోళనలు తప్పవని ఆయన అన్నారు. భయపెట్టినా ఎవరూ వెనక్కి తగ్గరు. రాష్ట్రంలో ఉన్న పరిస్థితిని స్పష్టం చేశారు. ఆరోగ్యశ్రీ బకాయిలపైనా ప్రభుత్వం నిర్లక్ష్యం చూపుతోందని విమర్శించారు. మంత్రులు ప్రతి పనికీ కమీషన్లు తీసుకుంటున్నారని ఆరోపించారు. ఈ సమస్యను కాంగ్రెస్ హైకమాండ్ దృష్టికి తీసుకువెళ్తామన్నారు. కాగా.. ఈరోజు ఉదయం హైదరాబాద్‌లో రేవంత్ రెడ్డి ఆధ్వర్యంలో ప్రత్యేక పూజలు చేశారు. పూజల అనంతరం శ్రీ శ్రీ విదురశేఖర భారతి స్వామి ఆశీస్సులను కేంద్రమంత్రి అందుకున్నారు. xyxy=(43,858,592,1042)
